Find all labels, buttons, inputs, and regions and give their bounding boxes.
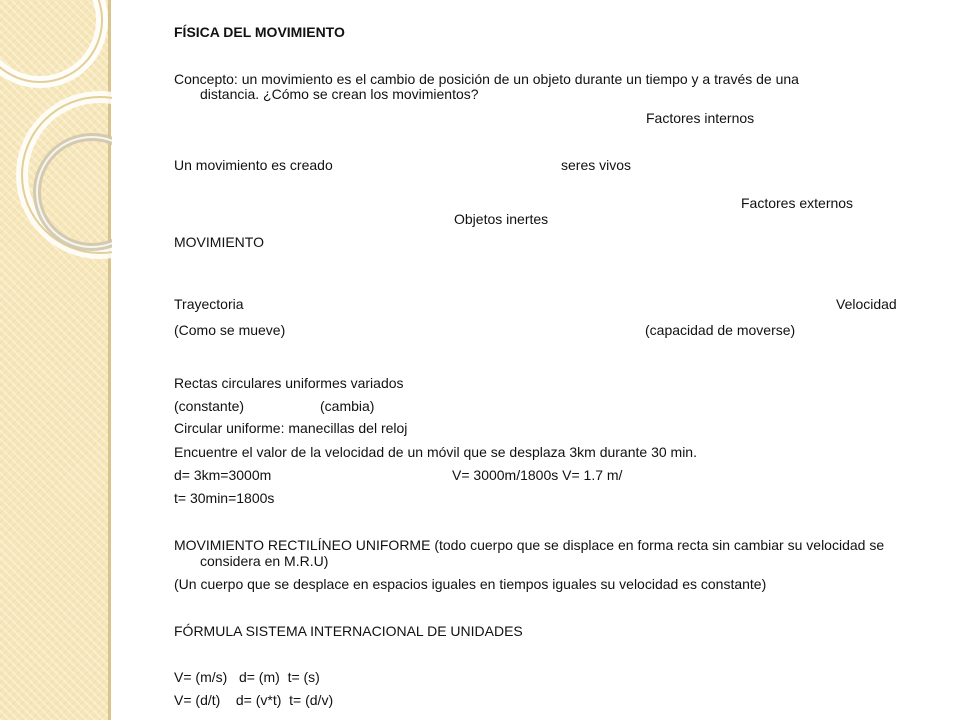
movimiento-creado-label: Un movimiento es creado [174, 157, 333, 173]
velocidad-label: Velocidad [836, 296, 897, 312]
concept-line-1: Concepto: un movimiento es el cambio de posición de un objeto durante un tiempo y a través de una [174, 71, 799, 87]
distance-line: d= 3km=3000m [174, 467, 272, 483]
trayectoria-label: Trayectoria [174, 296, 244, 312]
formulas-line: V= (d/t) d= (v*t) t= (d/v) [174, 692, 334, 708]
encuentre-line: Encuentre el valor de la velocidad de un móvil que se desplaza 3km durante 30 min. [174, 444, 697, 460]
cuerpo-line: (Un cuerpo que se desplace en espacios iguales en tiempos iguales su velocidad es constante) [174, 576, 767, 592]
formula-heading: FÓRMULA SISTEMA INTERNACIONAL DE UNIDADES [174, 623, 523, 639]
mru-line-2: considera en M.R.U) [200, 553, 329, 569]
constante-label: (constante) [174, 398, 245, 414]
factores-internos-label: Factores internos [646, 110, 755, 126]
units-line: V= (m/s) d= (m) t= (s) [174, 669, 320, 685]
circular-line: Circular uniforme: manecillas del reloj [174, 420, 408, 436]
velocity-line: V= 3000m/1800s V= 1.7 m/ [452, 467, 623, 483]
factores-externos-label: Factores externos [741, 195, 854, 211]
como-se-mueve-label: (Como se mueve) [174, 322, 286, 338]
cambia-label: (cambia) [320, 398, 375, 414]
concept-line-2: distancia. ¿Cómo se crean los movimientos? [200, 86, 479, 102]
rectas-line: Rectas circulares uniformes variados [174, 375, 404, 391]
slide-title: FÍSICA DEL MOVIMIENTO [174, 24, 345, 40]
mru-line-1: MOVIMIENTO RECTILÍNEO UNIFORME (todo cuerpo que se displace en forma recta sin cambiar su velocidad se [174, 537, 885, 553]
seres-vivos-label: seres vivos [561, 157, 632, 173]
objetos-inertes-label: Objetos inertes [454, 211, 549, 227]
decorative-rings-icon [0, 0, 112, 720]
capacidad-label: (capacidad de moverse) [645, 322, 796, 338]
movimiento-label: MOVIMIENTO [174, 234, 264, 250]
time-line: t= 30min=1800s [174, 490, 275, 506]
